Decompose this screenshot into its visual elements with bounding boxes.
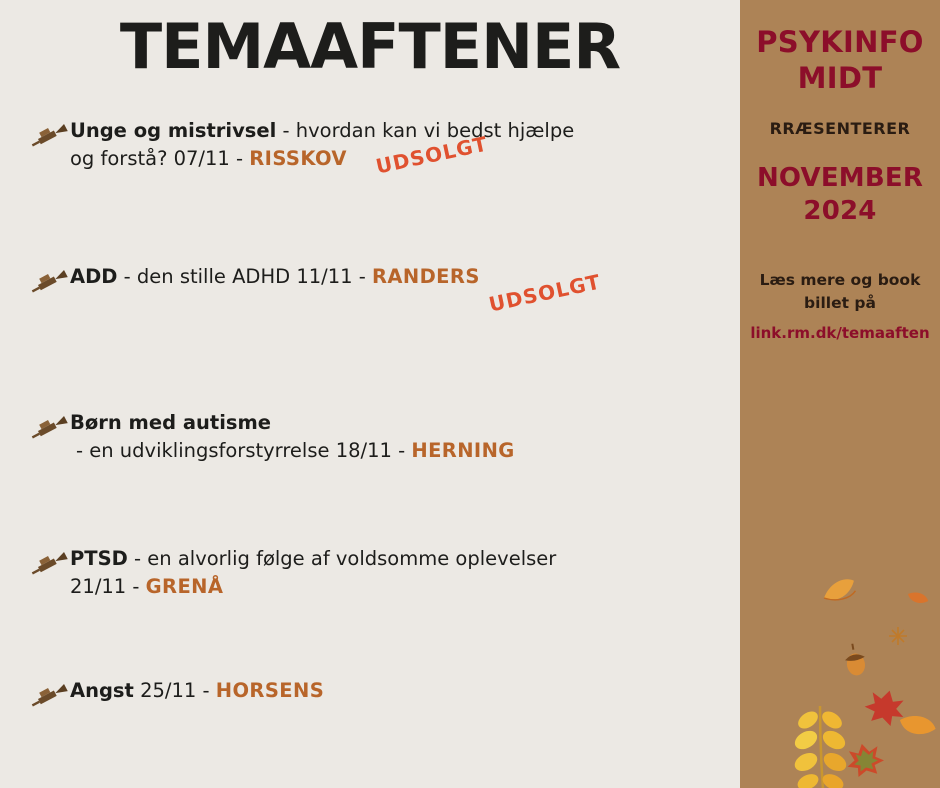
autumn-leaves-decoration xyxy=(740,458,940,788)
pushpin-icon xyxy=(30,411,70,445)
event-desc: 25/11 - xyxy=(140,679,210,703)
brand-line-2: MIDT xyxy=(797,61,883,96)
list-item[interactable] xyxy=(22,667,740,757)
event-desc2: - en udviklingsforstyrrelse 18/11 - xyxy=(76,439,406,463)
event-desc: - hvordan kan vi bedst hjælpe xyxy=(282,119,575,143)
event-title: Angst xyxy=(70,679,134,703)
event-text xyxy=(70,117,740,179)
month-year xyxy=(740,162,940,230)
event-desc2: og forstå? 07/11 - xyxy=(70,147,244,171)
booking-link[interactable]: link.rm.dk/temaaften xyxy=(750,323,930,342)
event-city: RANDERS xyxy=(371,265,480,289)
event-title: PTSD xyxy=(70,547,128,571)
event-desc2: 21/11 - xyxy=(70,575,140,599)
event-title: Børn med autisme xyxy=(70,411,272,435)
month-label: NOVEMBER xyxy=(756,162,924,193)
event-city: RISSKOV xyxy=(249,147,347,171)
event-list xyxy=(0,117,740,757)
list-item[interactable] xyxy=(22,117,740,235)
event-text xyxy=(70,545,740,602)
event-city: GRENÅ xyxy=(145,575,224,599)
booking-info xyxy=(740,269,940,344)
status-badge: UDSOLGT xyxy=(373,131,490,179)
booking-text: Læs mere og book billet på xyxy=(759,271,921,313)
event-city: HERNING xyxy=(411,439,515,463)
presents-label: RRÆSENTERER xyxy=(769,118,911,138)
event-title: ADD xyxy=(70,265,118,289)
pushpin-icon xyxy=(30,547,70,581)
page-title: TEMAAFTENER xyxy=(119,10,621,83)
list-item[interactable] xyxy=(22,385,740,531)
list-item[interactable] xyxy=(22,531,740,667)
event-title: Unge og mistrivsel xyxy=(70,119,277,143)
status-badge: UDSOLGT xyxy=(486,269,603,317)
event-text xyxy=(70,677,740,705)
year-label: 2024 xyxy=(803,196,877,227)
event-desc: - en alvorlig følge af voldsomme oplevelser xyxy=(134,547,557,571)
event-text xyxy=(70,409,740,466)
event-desc: - den stille ADHD 11/11 - xyxy=(123,265,366,289)
pushpin-icon xyxy=(30,119,70,153)
brand-line-1: PSYKINFO xyxy=(756,25,924,59)
list-item[interactable] xyxy=(22,235,740,385)
poster-sidebar xyxy=(740,0,940,788)
brand-name xyxy=(740,24,940,97)
pushpin-icon xyxy=(30,679,70,713)
event-city: HORSENS xyxy=(215,679,325,703)
event-text xyxy=(70,263,740,317)
pushpin-icon xyxy=(30,265,70,299)
